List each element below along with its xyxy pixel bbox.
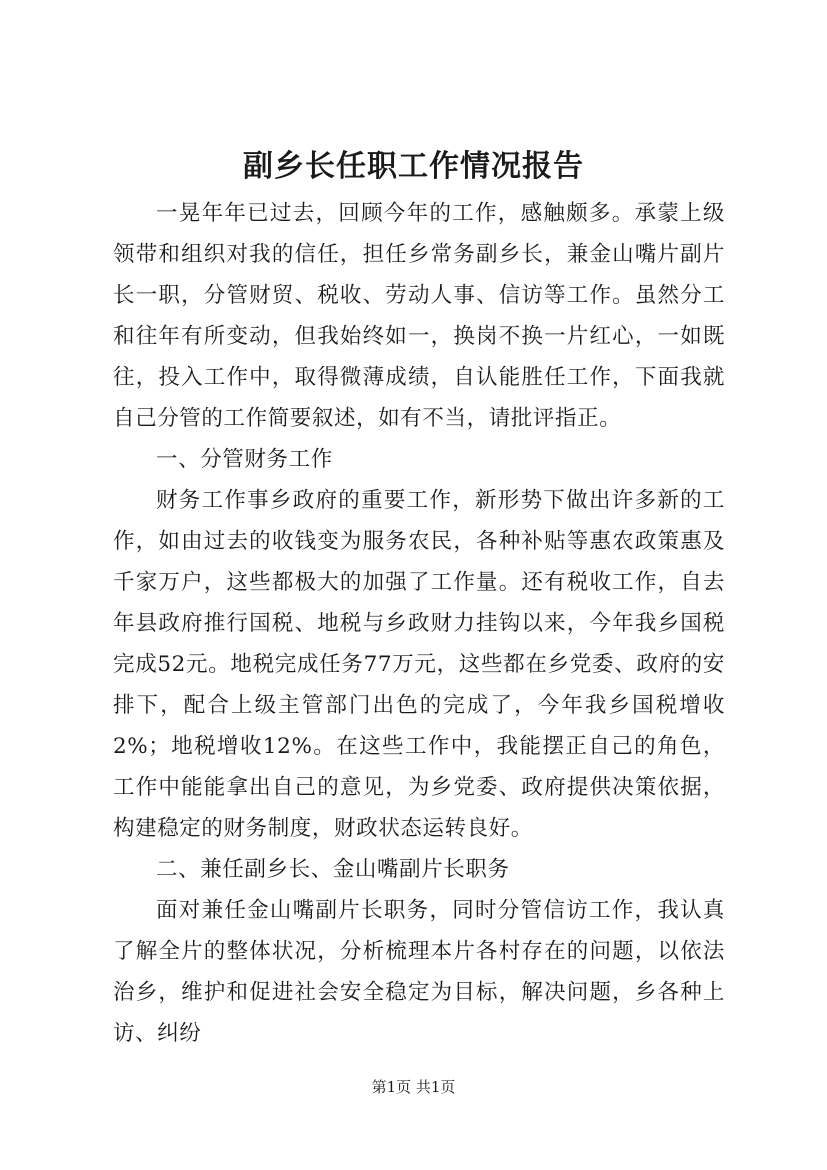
document-title: 副乡长任职工作情况报告: [243, 149, 584, 184]
paragraph-finance: 财务工作事乡政府的重要工作，新形势下做出许多新的工作，如由过去的收钱变为服务农民，各种补贴等惠农政策惠及千家万户，这些都极大的加强了工作量。还有税收工作，自去年县政府推行国税、地税与乡政财力挂钩以来，今年我乡国税完成52元。地税完成任务77万元，这些都在乡党委、政府的安排下，配合上级主管部门出色的完成了，今年我乡国税增收2%；地税增收12%。在这些工作中，我能摆正自己的角色，工作中能能拿出自己的意见，为乡党委、政府提供决策依据，构建稳定的财务制度，财政状态运转良好。: [113, 488, 725, 841]
section-heading-deputy-roles: 二、兼任副乡长、金山嘴副片长职务: [156, 857, 510, 882]
document-body: [113, 193, 725, 1054]
page-footer: [0, 1077, 827, 1097]
section-heading-finance: 一、分管财务工作: [156, 447, 333, 472]
page-number-label: 第1页 共1页: [371, 1078, 456, 1096]
paragraph-intro: 一晃年年已过去，回顾今年的工作，感触颇多。承蒙上级领带和组织对我的信任，担任乡常务副乡长，兼金山嘴片副片长一职，分管财贸、税收、劳动人事、信访等工作。虽然分工和往年有所变动，但我始终如一，换岗不换一片红心，一如既往，投入工作中，取得微薄成绩，自认能胜任工作，下面我就自己分管的工作简要叙述，如有不当，请批评指正。: [113, 201, 725, 431]
paragraph-deputy-roles: 面对兼任金山嘴副片长职务，同时分管信访工作，我认真了解全片的整体状况，分析梳理本片各村存在的问题，以依法治乡，维护和促进社会安全稳定为目标，解决问题，乡各种上访、纠纷: [113, 898, 725, 1046]
